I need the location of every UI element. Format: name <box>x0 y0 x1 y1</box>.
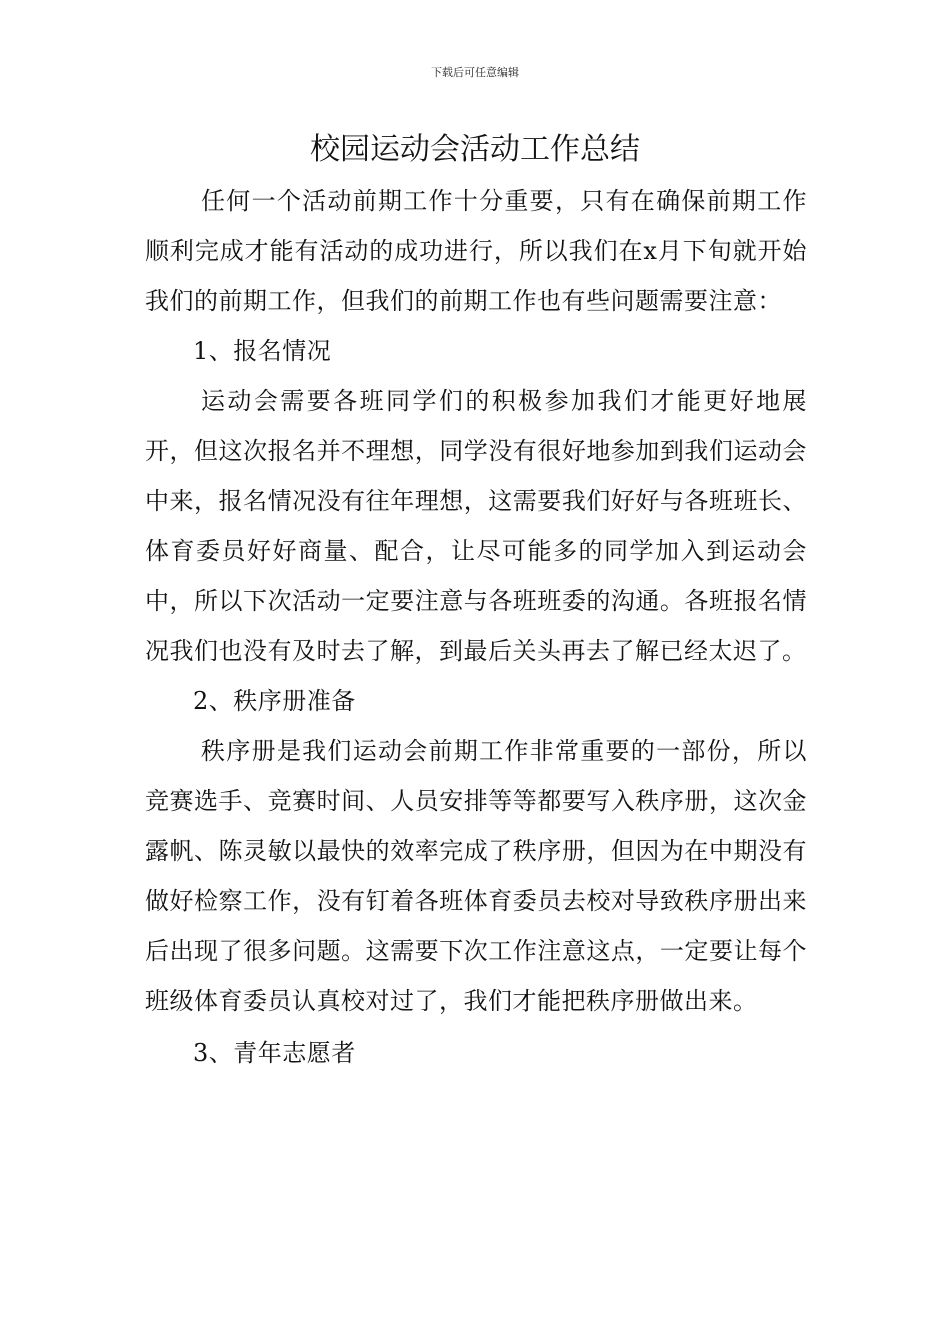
document-body <box>145 176 807 1078</box>
document-title: 校园运动会活动工作总结 <box>310 132 640 167</box>
section-heading-volunteers: 3、青年志愿者 <box>193 1039 356 1067</box>
section-heading-registration: 1、报名情况 <box>193 337 332 365</box>
section-heading-program-booklet: 2、秩序册准备 <box>193 687 356 715</box>
intro-paragraph: 任何一个活动前期工作十分重要，只有在确保前期工作顺利完成才能有活动的成功进行，所以我们在x月下旬就开始我们的前期工作，但我们的前期工作也有些问题需要注意： <box>145 187 807 315</box>
section-body-program-booklet: 秩序册是我们运动会前期工作非常重要的一部份，所以竞赛选手、竞赛时间、人员安排等等都要写入秩序册，这次金露帆、陈灵敏以最快的效率完成了秩序册，但因为在中期没有做好检察工作，没有钉着各班体育委员去校对导致秩序册出来后出现了很多问题。这需要下次工作注意这点，一定要让每个班级体育委员认真校对过了，我们才能把秩序册做出来。 <box>145 737 807 1015</box>
section-body-registration: 运动会需要各班同学们的积极参加我们才能更好地展开，但这次报名并不理想，同学没有很好地参加到我们运动会中来，报名情况没有往年理想，这需要我们好好与各班班长、体育委员好好商量、配合，让尽可能多的同学加入到运动会中，所以下次活动一定要注意与各班班委的沟通。各班报名情况我们也没有及时去了解，到最后关头再去了解已经太迟了。 <box>145 387 807 665</box>
header-note: 下载后可任意编辑 <box>431 66 519 79</box>
